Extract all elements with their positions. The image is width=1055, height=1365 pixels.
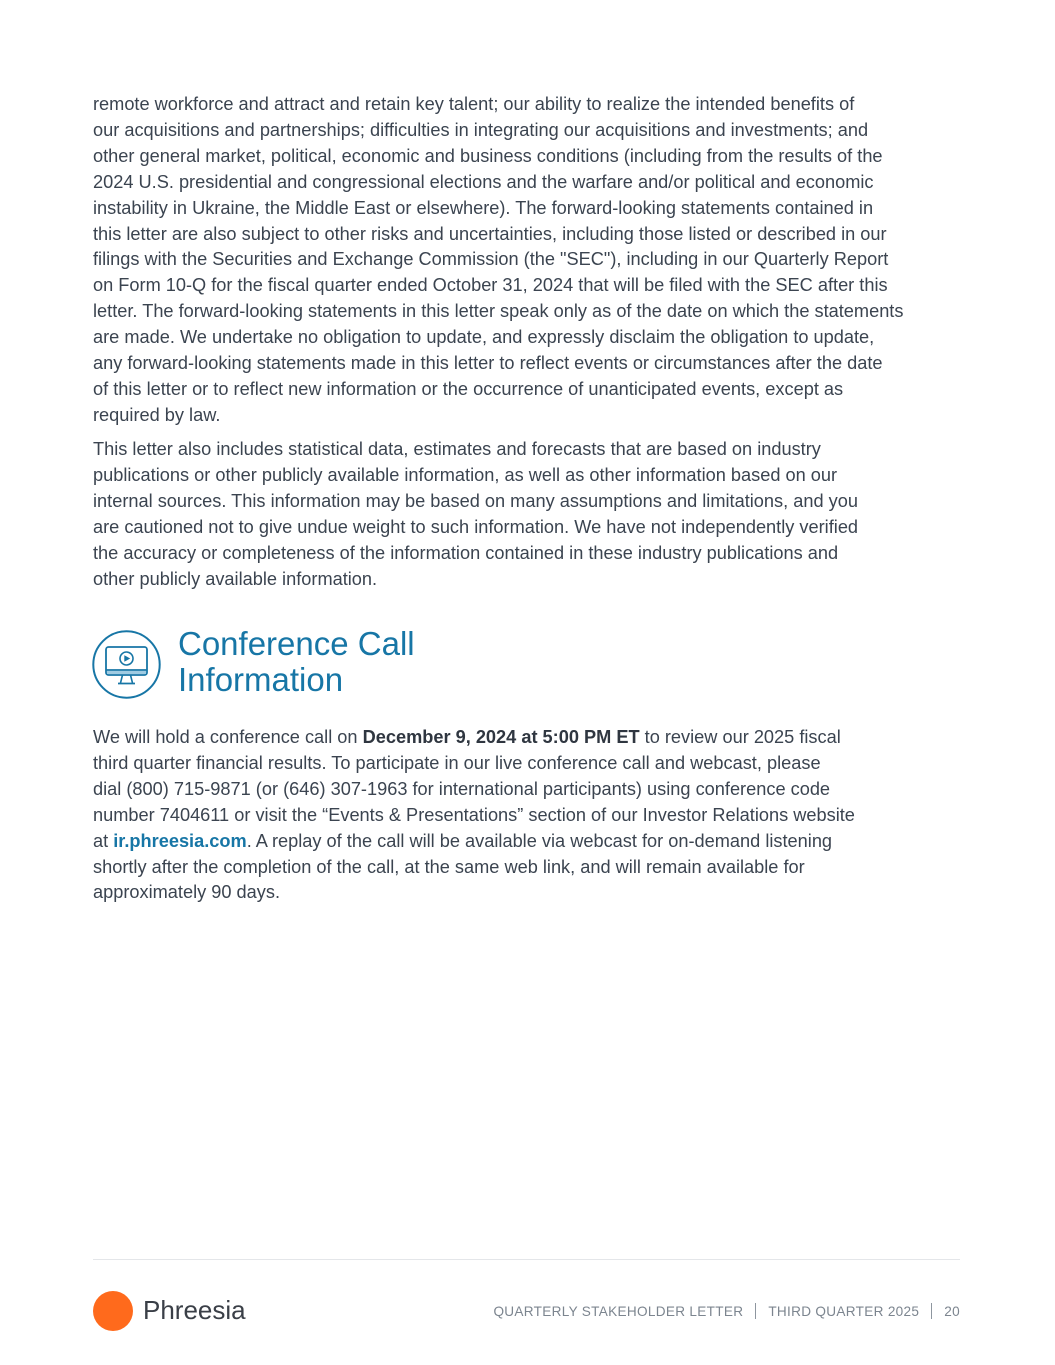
paragraph-line: any forward-looking statements made in this letter to reflect events or circumstances after the date (93, 353, 883, 374)
paragraph-line (93, 725, 855, 751)
text-run: We will hold a conference call on (93, 727, 363, 747)
footer-doc-title: QUARTERLY STAKEHOLDER LETTER (493, 1304, 744, 1319)
paragraph-line: third quarter financial results. To participate in our live conference call and webcast, please (93, 752, 821, 773)
paragraph-line: approximately 90 days. (93, 882, 281, 903)
paragraph-line: other general market, political, economic and business conditions (including from the results of the (93, 145, 883, 166)
conference-call-paragraph (93, 725, 855, 906)
phreesia-logo-text: Phreesia (143, 1295, 246, 1325)
paragraph-line: of this letter or to reflect new information or the occurrence of unanticipated events, except as (93, 378, 844, 399)
paragraph-line (93, 829, 855, 855)
paragraph-line: our acquisitions and partnerships; difficulties in integrating our acquisitions and investments; and (93, 119, 869, 140)
paragraph-line: internal sources. This information may be based on many assumptions and limitations, and you (93, 490, 858, 511)
paragraph-line: are cautioned not to give undue weight to such information. We have not independently verified (93, 516, 859, 537)
paragraph-line: 2024 U.S. presidential and congressional elections and the warfare and/or political and economic (93, 171, 874, 192)
paragraph-line: remote workforce and attract and retain key talent; our ability to realize the intended benefits of (93, 94, 855, 114)
paragraph-line: this letter are also subject to other risks and uncertainties, including those listed or described in our (93, 223, 887, 244)
section-title (178, 626, 415, 698)
phreesia-logo-icon (93, 1291, 133, 1331)
paragraph-line: shortly after the completion of the call, at the same web link, and will remain available for (93, 856, 805, 877)
paragraph-line: instability in Ukraine, the Middle East or elsewhere). The forward-looking statements contained in (93, 197, 874, 218)
section-title-line: Information (178, 661, 344, 698)
paragraph-line: the accuracy or completeness of the information contained in these industry publications and (93, 542, 839, 563)
investor-relations-link[interactable]: ir.phreesia.com (113, 830, 247, 851)
footer-separator (755, 1303, 756, 1319)
paragraph-line: This letter also includes statistical data, estimates and forecasts that are based on industry (93, 439, 821, 459)
paragraph-line: publications or other publicly available information, as well as other information based on our (93, 464, 838, 485)
footer-period: THIRD QUARTER 2025 (768, 1304, 920, 1319)
paragraph-line: other publicly available information. (93, 568, 378, 589)
text-run: . A replay of the call will be available via webcast for on-demand listening (246, 830, 833, 851)
paragraph-line: filings with the Securities and Exchange Commission (the "SEC"), including in our Quarterly Report (93, 249, 889, 270)
paragraph-line: are made. We undertake no obligation to update, and expressly disclaim the obligation to update, (93, 327, 875, 348)
section-title-line: Conference Call (178, 625, 415, 662)
statistical-data-paragraph (93, 437, 858, 592)
text-run: to review our 2025 fiscal (639, 727, 841, 747)
page-number: 20 (944, 1304, 960, 1319)
text-run: at (93, 830, 114, 851)
call-date-time: December 9, 2024 at 5:00 PM ET (362, 727, 640, 747)
forward-looking-statements-paragraph (93, 92, 903, 429)
paragraph-line: required by law. (93, 404, 221, 425)
monitor-play-icon (92, 630, 161, 699)
footer-divider (93, 1259, 960, 1260)
footer-separator (931, 1303, 932, 1319)
page-footer (493, 1303, 960, 1320)
paragraph-line: dial (800) 715-9871 (or (646) 307-1963 for international participants) using conference code (93, 778, 831, 799)
paragraph-line: letter. The forward-looking statements in this letter speak only as of the date on which the statements (93, 301, 904, 322)
paragraph-line: number 7404611 or visit the “Events & Presentations” section of our Investor Relations website (93, 804, 855, 825)
paragraph-line: on Form 10-Q for the fiscal quarter ended October 31, 2024 that will be filed with the SEC after this (93, 275, 888, 296)
